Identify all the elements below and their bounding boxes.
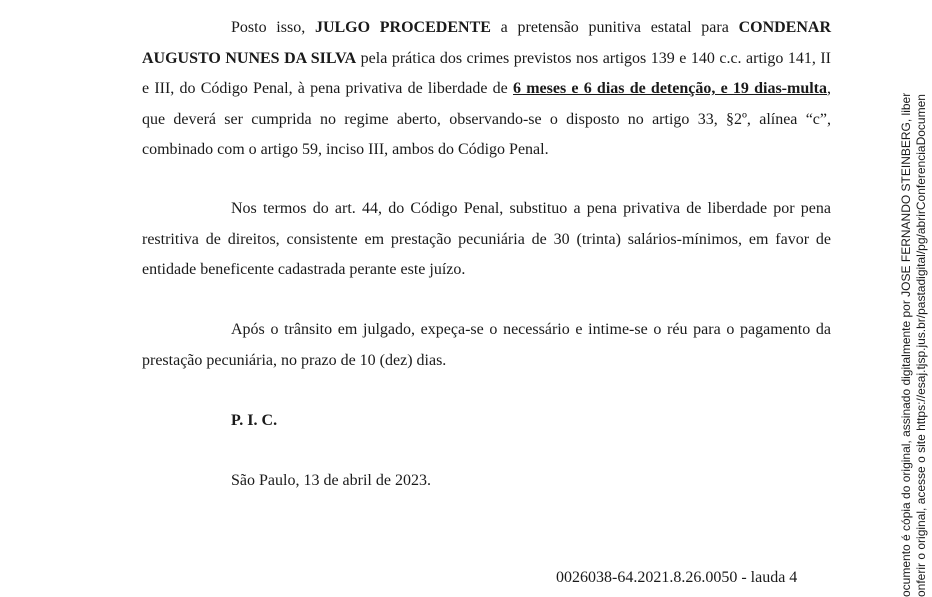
page-footer-process-number: 0026038-64.2021.8.26.0050 - lauda 4 [556,569,798,586]
para1-text-b: a pretensão punitiva estatal para [490,19,739,36]
para1-text-d: , que deverá ser cumprida no regime aberto, observando-se o disposto no artigo 33, §2º, alínea “c”, combinado com o artigo 59, inciso III, ambos do Código Penal. [142,80,831,158]
para1-text-c: pela prática dos crimes previstos nos artigos 139 e 140 c.c. artigo 141, II e III, do Código Penal, à pena privativa de liberdade de [142,49,832,97]
sentence-penalty: 6 meses e 6 dias de detenção, e 19 dias-multa [513,80,827,97]
place-date: São Paulo, 13 de abril de 2023. [231,472,431,489]
paragraph-sentence [142,13,831,166]
condemn-defendant-phrase: CONDENAR AUGUSTO NUNES DA SILVA [142,19,832,67]
pic-abbreviation: P. I. C. [231,412,278,429]
signature-stamp-line-1: ocumento é cópia do original, assinado digitalmente por JOSE FERNANDO STEINBERG, liber [899,92,913,597]
para1-text-a: Posto isso, [231,19,315,36]
digital-signature-stamp [896,0,932,597]
paragraph-after-trial [142,315,831,376]
para2-text: Nos termos do art. 44, do Código Penal, substituo a pena privativa de liberdade por pena restritiva de direitos, consistente em prestação pecuniária de 30 (trinta) salários-mínimos, em favor de entidade beneficente cadastrada perante este juízo. [142,200,831,278]
signature-stamp-line-2: onferir o original, acesse o site https://esaj.tjsp.jus.br/pastadigital/pg/abrirConferenciaDocumen [914,94,928,597]
para3-text: Após o trânsito em julgado, expeça-se o necessário e intime-se o réu para o pagamento da prestação pecuniária, no prazo de 10 (dez) dias. [142,321,831,369]
paragraph-substitution [142,194,831,286]
judgment-phrase: JULGO PROCEDENTE [314,19,491,36]
